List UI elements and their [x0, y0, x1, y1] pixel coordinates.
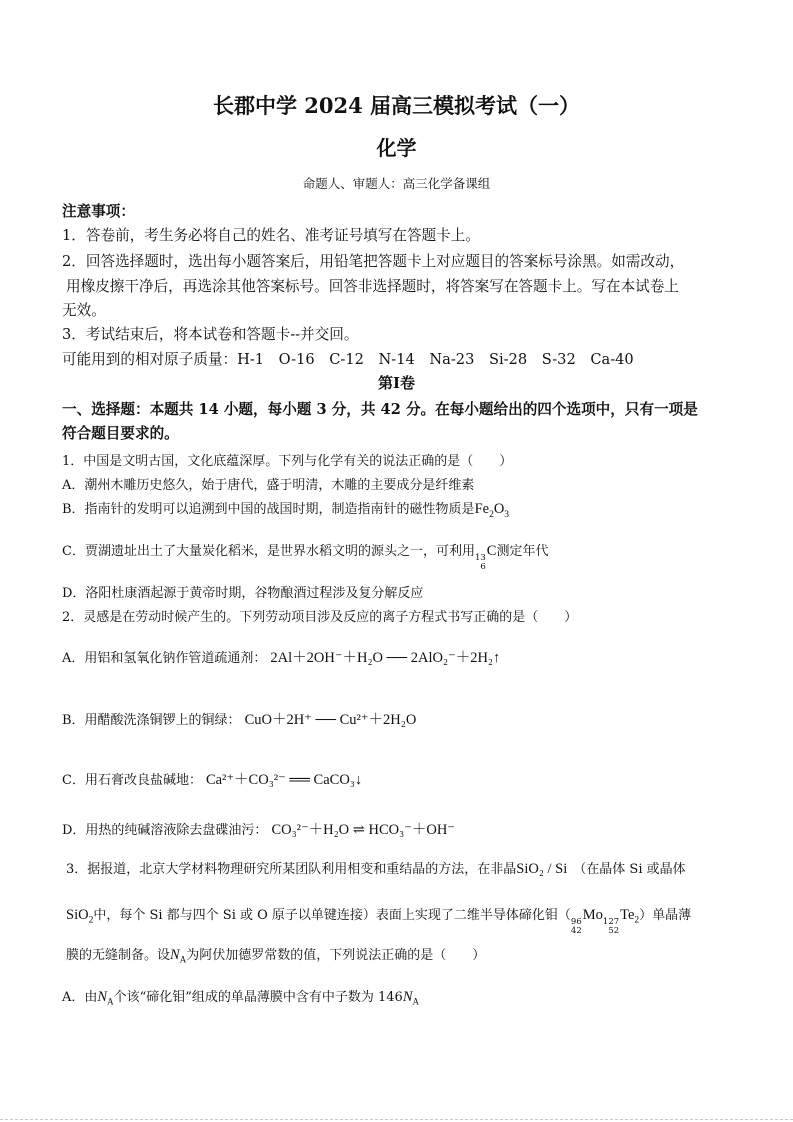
q2-option-a-equation: 2Al＋2OH⁻＋H₂O ── 2AlO₂⁻＋2H₂↑: [270, 650, 501, 666]
page-bottom-divider: [0, 1119, 793, 1120]
section-instructions-line-1: 一、选择题：本题共 14 小题，每小题 3 分，共 42 分。在每小题给出的四个选项中，只有一项是: [62, 401, 698, 418]
atomic-masses: 可能用到的相对原子质量：H-1 O-16 C-12 N-14 Na-23 Si-28 S-32 Ca-40: [62, 351, 634, 368]
c13-symbol: C: [486, 543, 497, 559]
q3-line-1: 3．据报道，北京大学材料物理研究所某团队利用相变和重结晶的方法，在非晶SiO₂ / Si （在晶体 Si 或晶体: [66, 861, 686, 877]
subject-title: 化学: [376, 136, 417, 160]
notice-item-1: 1．答卷前，考生务必将自己的姓名、准考证号填写在答题卡上。: [62, 227, 480, 244]
q2-option-d: D．用热的纯碱溶液除去盘碟油污： CO₃²⁻＋H₂O ⇌ HCO₃⁻＋OH⁻: [62, 822, 455, 838]
q1-option-b: [62, 498, 509, 520]
q3-option-a: A．由$N_A$个该“碲化钼”组成的单晶薄膜中含有中子数为 $146N_A$: [62, 989, 419, 1007]
q2-option-a: A．用铝和氢氧化钠作管道疏通剂： 2Al＋2OH⁻＋H₂O ── 2AlO₂⁻＋2H₂↑: [62, 650, 501, 666]
q3-line-3: 膜的无缝制备。设$N_A$为阿伏加德罗常数的值，下列说法正确的是（ ）: [66, 947, 486, 965]
section-instructions-line-2: 符合题目要求的。: [62, 425, 179, 442]
q3-line-2: SiO$_2$中，每个 Si 都与四个 Si 或 O 原子以单键连接）表面上实现了二维半导体碲化钼（ 96 42 Mo 127 52 $Te_2$）单晶薄: [66, 907, 692, 936]
q2-option-c-equation: Ca²⁺＋CO₃²⁻ ══ CaCO₃↓: [205, 772, 363, 788]
exam-title: 长郡中学 2024 届高三模拟考试（一）: [212, 93, 581, 118]
sio2-si-formula: SiO₂ / Si: [516, 861, 568, 877]
notice-item-2-line-1: 2．回答选择题时，选出每小题答案后，用铅笔把答题卡上对应题目的答案标号涂黑。如需改动，: [62, 253, 685, 270]
q1-option-d: D．洛阳杜康酒起源于黄帝时期，谷物酿酒过程涉及复分解反应: [62, 586, 424, 601]
q2-option-c: C．用石膏改良盐碱地： Ca²⁺＋CO₃²⁻ ══ CaCO₃↓: [62, 772, 363, 788]
c13-isotope-numbers: 13 6: [474, 553, 486, 572]
notice-item-3: 3．考试结束后，将本试卷和答题卡--并交回。: [62, 326, 359, 343]
q1-stem: 1．中国是文明古国，文化底蕴深厚。下列与化学有关的说法正确的是（ ）: [62, 454, 513, 469]
q2-option-b: B．用醋酸洗涤铜锣上的铜绿： CuO＋2H⁺ ── Cu²⁺＋2H₂O: [62, 712, 417, 728]
q1-option-b-text: B．指南针的发明可以追溯到中国的战国时期，制造指南针的磁性物质是: [62, 502, 475, 517]
avogadro-symbol: N: [170, 947, 180, 963]
te-isotope-numbers: 127 52: [602, 917, 620, 936]
notice-item-2-line-2: 用橡皮擦干净后，再选涂其他答案标号。回答非选择题时，将答案写在答题卡上。写在本试卷上: [66, 278, 679, 295]
fe2o3-formula: $Fe_2O_3$: [474, 501, 510, 520]
authors-line: 命题人、审题人：高三化学备课组: [302, 176, 491, 191]
q1-option-c-text: C．贾湖遗址出土了大量炭化稻米，是世界水稻文明的源头之一，可利用: [62, 544, 475, 559]
section-title: 第Ⅰ卷: [377, 374, 416, 392]
q1-option-c: [62, 540, 548, 572]
q2-stem: 2．灵感是在劳动时候产生的。下列劳动项目涉及反应的离子方程式书写正确的是（ ）: [62, 610, 578, 625]
q2-option-b-equation: CuO＋2H⁺ ── Cu²⁺＋2H₂O: [244, 712, 417, 728]
q1-option-c-tail: 测定年代: [496, 544, 549, 559]
notice-item-2-line-3: 无效。: [62, 302, 106, 319]
mo-isotope-numbers: 96 42: [570, 917, 582, 936]
sio2-label: SiO: [66, 907, 89, 923]
notice-heading: 注意事项：: [62, 203, 135, 220]
q1-option-a: A．潮州木雕历史悠久，始于唐代，盛于明清，木雕的主要成分是纤维素: [62, 478, 475, 493]
q2-option-d-equation: CO₃²⁻＋H₂O ⇌ HCO₃⁻＋OH⁻: [271, 822, 455, 838]
